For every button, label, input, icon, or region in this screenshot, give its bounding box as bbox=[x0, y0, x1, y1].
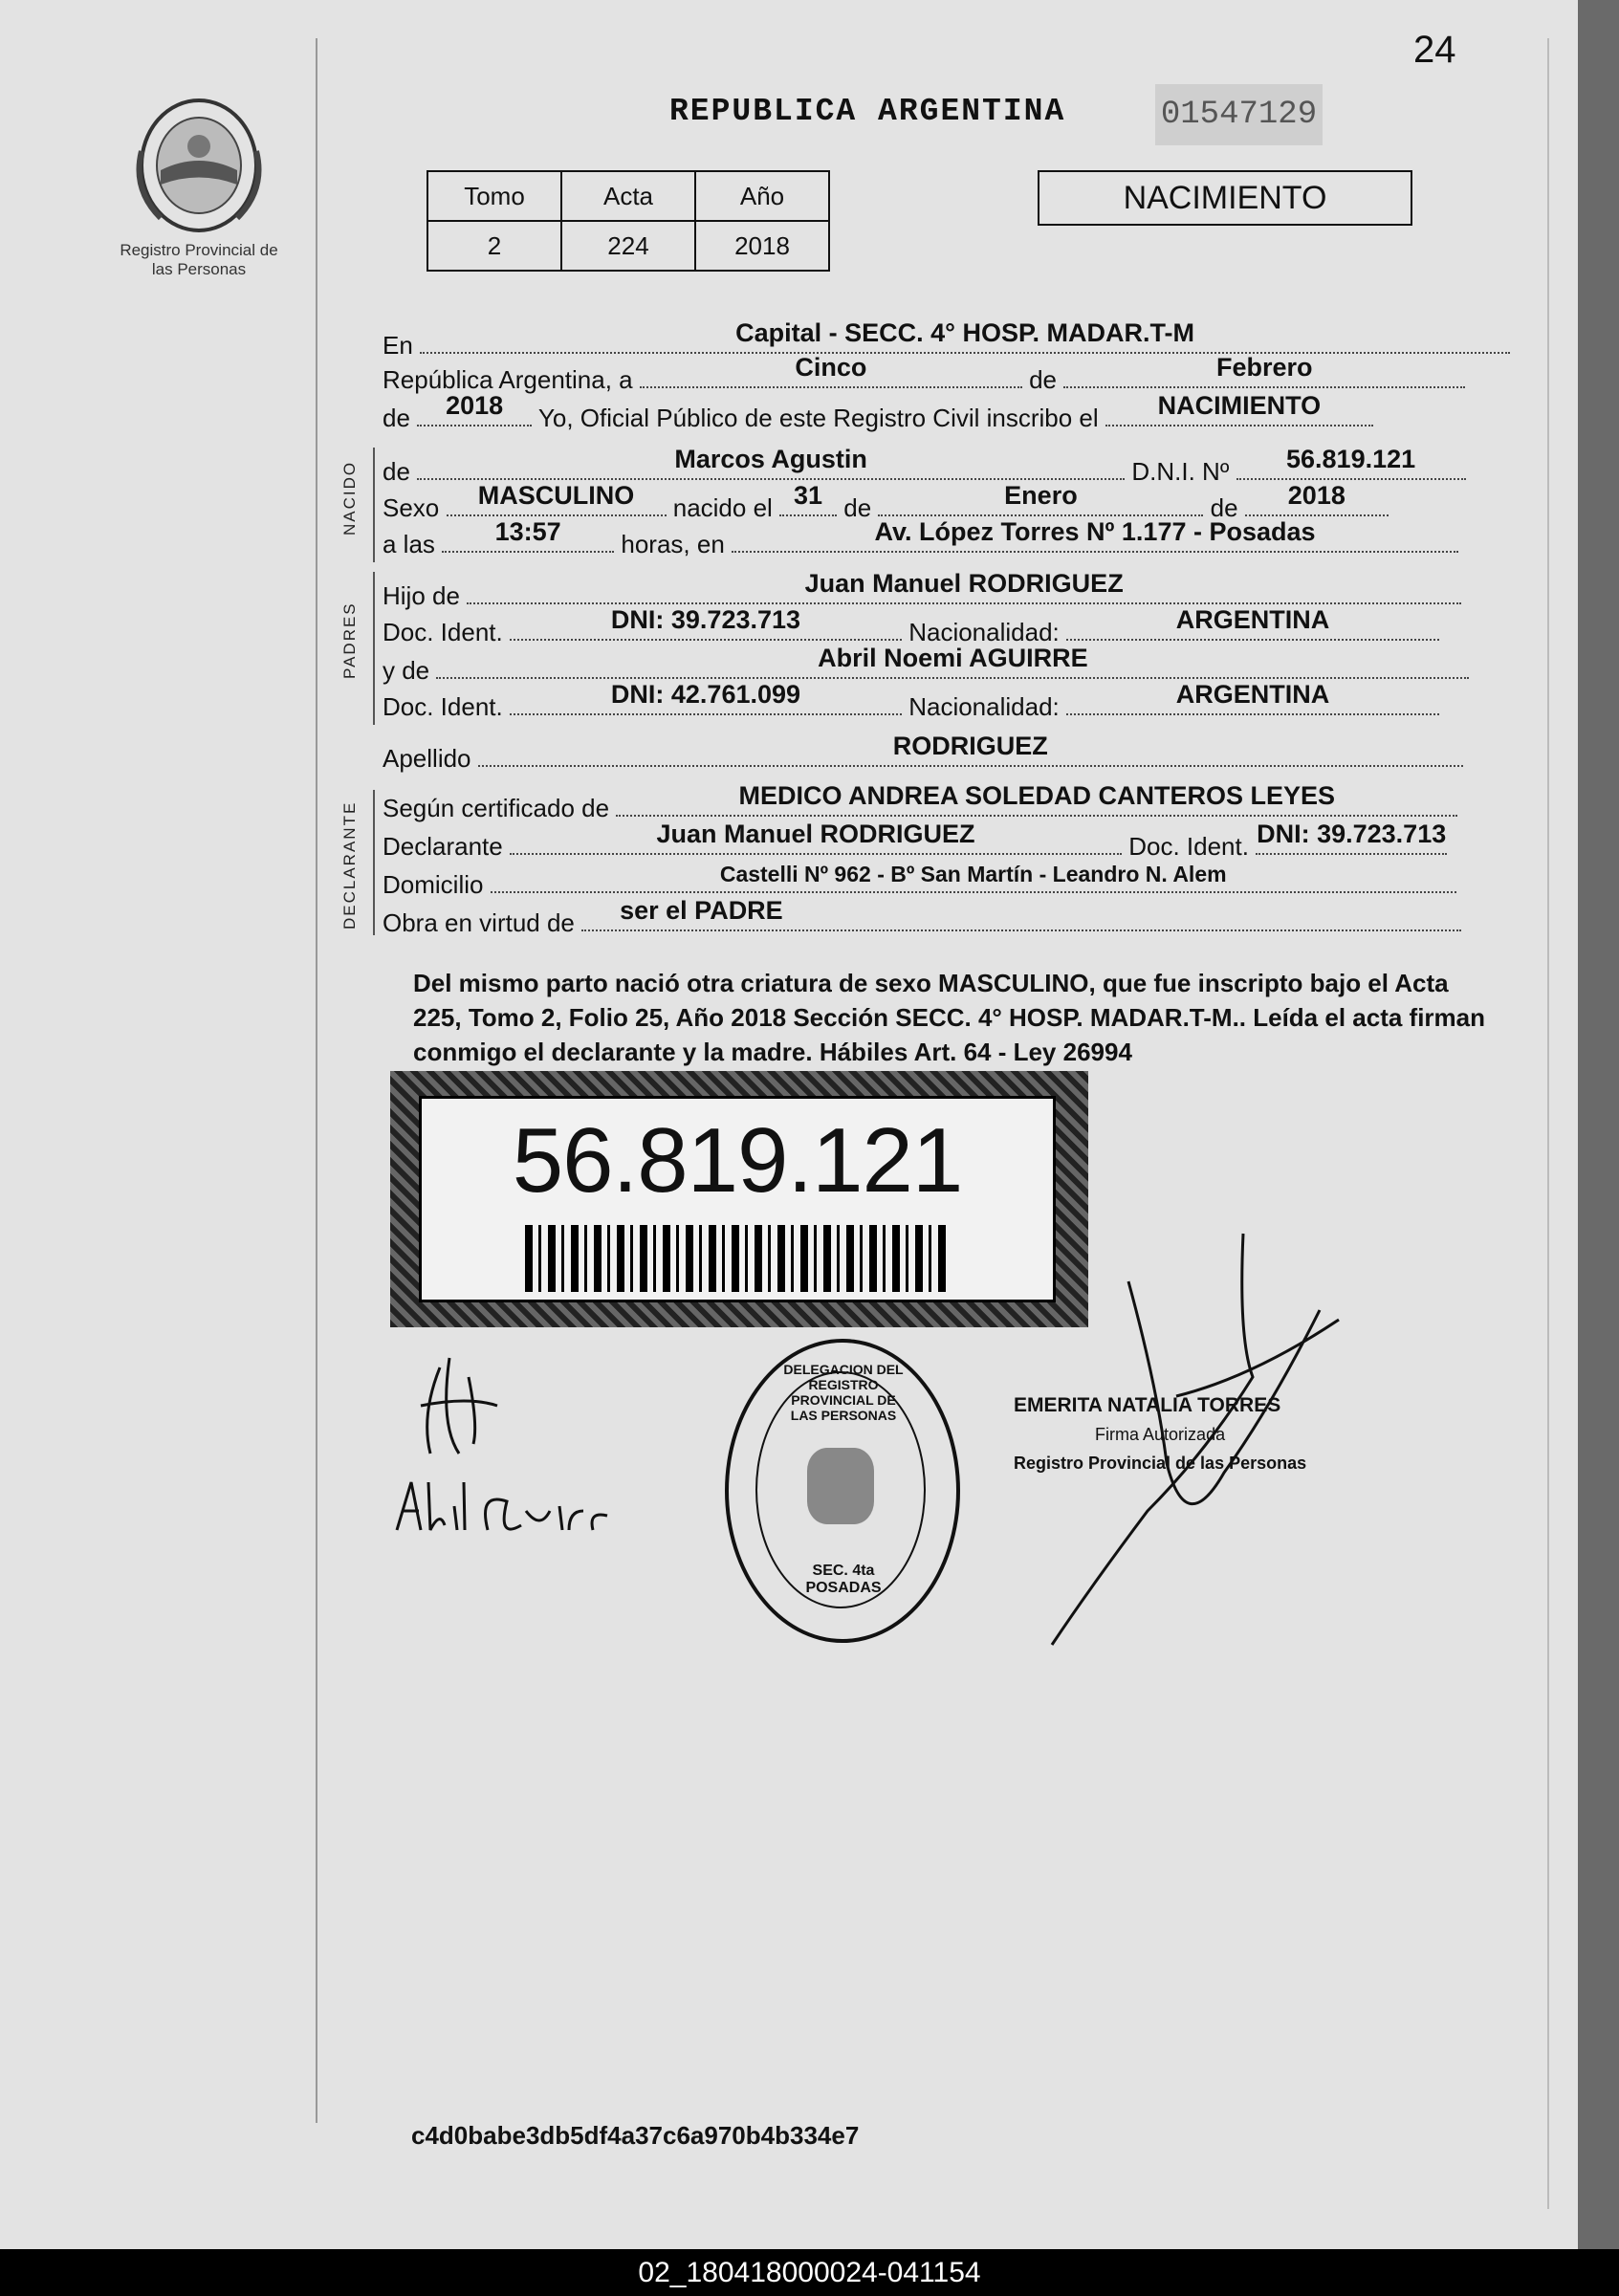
official-name: EMERITA NATALIA TORRES bbox=[1014, 1394, 1281, 1416]
registry-header-tomo: Tomo bbox=[427, 171, 561, 221]
value-padre: Juan Manuel RODRIGUEZ bbox=[804, 569, 1124, 598]
value-obra: ser el PADRE bbox=[620, 896, 783, 925]
row-lugar: En Capital - SECC. 4° HOSP. MADAR.T-M bbox=[383, 327, 1510, 361]
value-madre-doc: DNI: 42.761.099 bbox=[610, 680, 801, 709]
province-emblem-icon bbox=[132, 94, 266, 237]
value-nombre: Marcos Agustin bbox=[674, 445, 867, 473]
document-title: REPUBLICA ARGENTINA bbox=[669, 94, 1066, 129]
registry-header-acta: Acta bbox=[561, 171, 695, 221]
scan-footer: 02_180418000024-041154 bbox=[0, 2249, 1619, 2296]
left-margin-rule bbox=[316, 38, 317, 2123]
side-label-declarante: DECLARANTE bbox=[340, 800, 359, 929]
row-padre: Hijo de Juan Manuel RODRIGUEZ bbox=[383, 578, 1461, 611]
value-nac-dia: 31 bbox=[794, 481, 823, 510]
row-apellido: Apellido RODRIGUEZ bbox=[383, 740, 1463, 774]
value-domicilio: Castelli Nº 962 - Bº San Martín - Leandro N. Alem bbox=[719, 862, 1227, 886]
scan-edge bbox=[1578, 0, 1619, 2249]
row-certificado: Según certificado de MEDICO ANDREA SOLEDAD CANTEROS LEYES bbox=[383, 790, 1457, 823]
page-number: 24 bbox=[1413, 29, 1456, 71]
registry-stamp bbox=[725, 1339, 960, 1643]
value-anio: 2018 bbox=[446, 391, 504, 420]
registry-value-tomo: 2 bbox=[427, 221, 561, 271]
id-label bbox=[390, 1071, 1088, 1327]
official-org: Registro Provincial de las Personas bbox=[1014, 1454, 1307, 1473]
row-declarante: Declarante Juan Manuel RODRIGUEZ Doc. Ident. DNI: 39.723.713 bbox=[383, 820, 1447, 861]
notes-paragraph: Del mismo parto nació otra criatura de sexo MASCULINO, que fue inscripto bajo el Acta 225, Tomo 2, Folio 25, Año 2018 Sección SECC. 4° HOSP. MADAR.T-M.. Leída el acta firman conmigo el declarante y la madre. Hábiles Art. 64 - Ley 26994 bbox=[413, 969, 1485, 1066]
row-obra: Obra en virtud de ser el PADRE bbox=[383, 905, 1461, 938]
registry-value-acta: 224 bbox=[561, 221, 695, 271]
row-sexo: Sexo MASCULINO nacido el 31 de Enero de 2018 bbox=[383, 490, 1389, 523]
value-padre-doc: DNI: 39.723.713 bbox=[610, 605, 801, 634]
value-madre-nac: ARGENTINA bbox=[1175, 680, 1330, 709]
value-declarante-doc: DNI: 39.723.713 bbox=[1257, 820, 1447, 848]
registry-header-anio: Año bbox=[695, 171, 829, 221]
padres-bracket bbox=[373, 572, 375, 725]
value-certificado: MEDICO ANDREA SOLEDAD CANTEROS LEYES bbox=[738, 781, 1336, 810]
value-acto: NACIMIENTO bbox=[1157, 391, 1322, 420]
side-label-padres: PADRES bbox=[340, 601, 359, 679]
value-lugar-nac: Av. López Torres Nº 1.177 - Posadas bbox=[874, 517, 1316, 546]
declarante-bracket bbox=[373, 790, 375, 935]
value-hora: 13:57 bbox=[494, 517, 561, 546]
barcode bbox=[525, 1225, 946, 1292]
side-label-nacido: NACIDO bbox=[340, 460, 359, 536]
row-nombre: de Marcos Agustin D.N.I. Nº 56.819.121 bbox=[383, 453, 1466, 487]
serial-number: 01547129 bbox=[1155, 84, 1323, 145]
value-declarante: Juan Manuel RODRIGUEZ bbox=[656, 820, 975, 848]
value-lugar: Capital - SECC. 4° HOSP. MADAR.T-M bbox=[735, 318, 1194, 347]
value-padre-nac: ARGENTINA bbox=[1175, 605, 1330, 634]
mother-signature bbox=[383, 1339, 631, 1559]
row-madre: y de Abril Noemi AGUIRRE bbox=[383, 652, 1469, 686]
value-apellido: RODRIGUEZ bbox=[892, 732, 1048, 760]
row-hora: a las 13:57 horas, en Av. López Torres Nº 1.177 - Posadas bbox=[383, 526, 1458, 559]
act-type-box: NACIMIENTO bbox=[1038, 170, 1412, 226]
value-madre: Abril Noemi AGUIRRE bbox=[818, 644, 1088, 672]
row-domicilio: Domicilio Castelli Nº 962 - Bº San Martín - Leandro N. Alem bbox=[383, 866, 1456, 900]
document-hash: c4d0babe3db5df4a37c6a970b4b334e7 bbox=[411, 2121, 860, 2150]
value-sexo: MASCULINO bbox=[477, 481, 635, 510]
id-number: 56.819.121 bbox=[512, 1109, 963, 1212]
emblem-caption: Registro Provincial de las Personas bbox=[120, 241, 278, 278]
row-madre-doc: Doc. Ident. DNI: 42.761.099 Nacionalidad: ARGENTINA bbox=[383, 689, 1439, 722]
right-margin-rule bbox=[1547, 38, 1549, 2209]
value-dni: 56.819.121 bbox=[1286, 445, 1416, 473]
official-signature bbox=[1033, 1224, 1348, 1664]
stamp-inner-text: SEC. 4ta POSADAS bbox=[805, 1563, 882, 1596]
row-fecha: República Argentina, a Cinco de Febrero bbox=[383, 361, 1465, 395]
stamp-seal-icon bbox=[807, 1448, 874, 1524]
row-padre-doc: Doc. Ident. DNI: 39.723.713 Nacionalidad: ARGENTINA bbox=[383, 614, 1439, 647]
value-mes: Febrero bbox=[1215, 353, 1313, 382]
registry-table bbox=[427, 170, 830, 272]
row-anio: de 2018 Yo, Oficial Público de este Registro Civil inscribo el NACIMIENTO bbox=[383, 400, 1373, 433]
nacido-bracket bbox=[373, 448, 375, 562]
value-dia: Cinco bbox=[795, 353, 867, 382]
official-role: Firma Autorizada bbox=[1095, 1425, 1226, 1444]
value-nac-anio: 2018 bbox=[1287, 481, 1346, 510]
value-nac-mes: Enero bbox=[1004, 481, 1078, 510]
stamp-outer-text: DELEGACION DEL REGISTRO PROVINCIAL DE LAS PERSONAS bbox=[783, 1362, 904, 1423]
registry-value-anio: 2018 bbox=[695, 221, 829, 271]
